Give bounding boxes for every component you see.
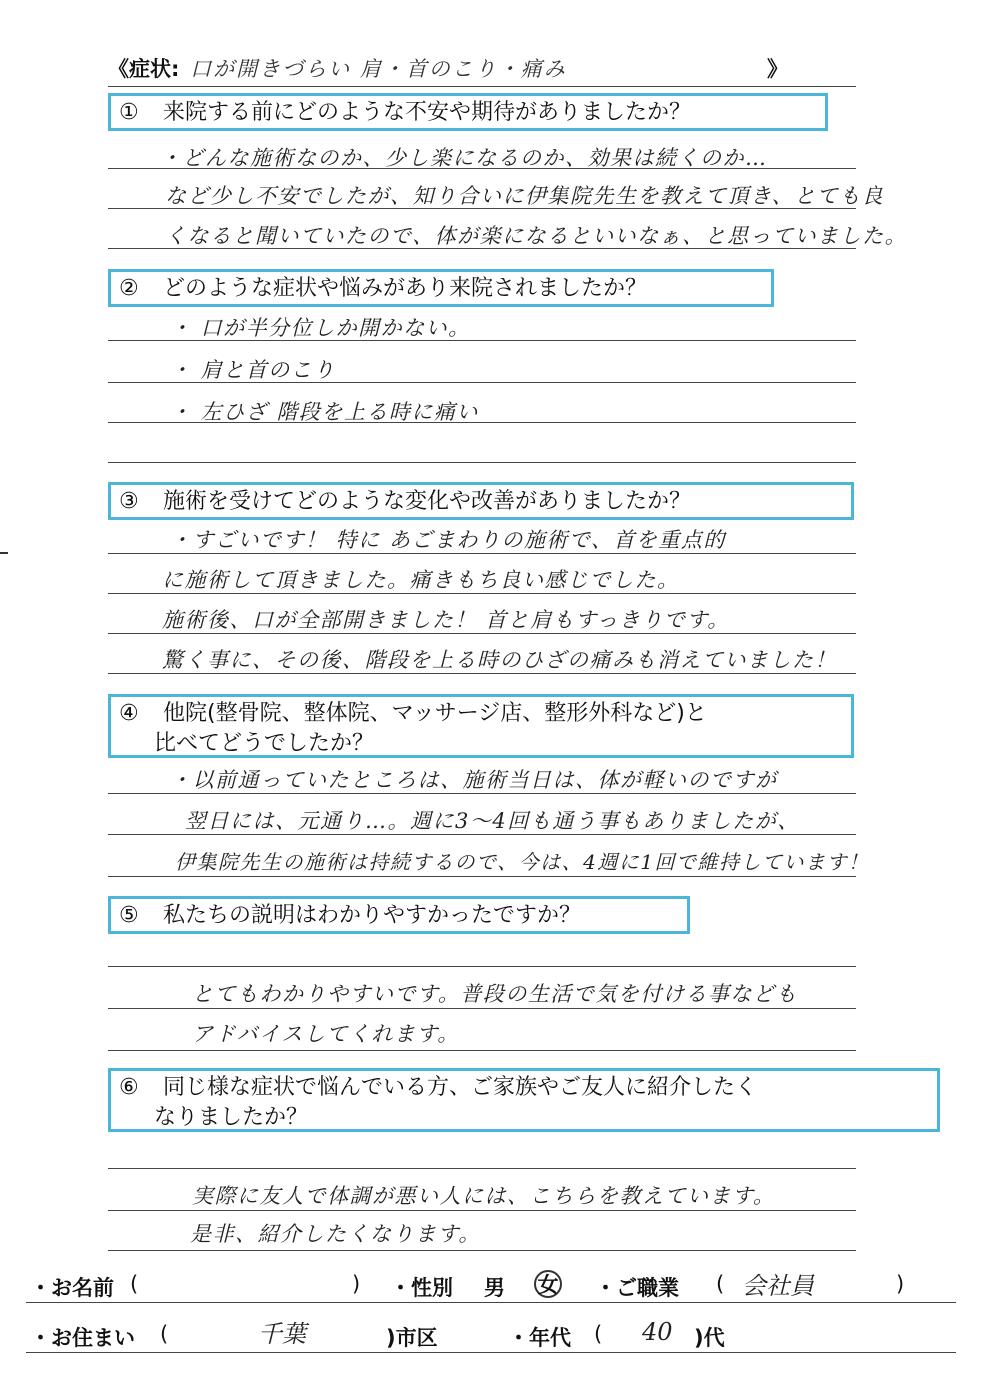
question-3-box <box>108 482 854 520</box>
answer-rule <box>108 340 856 341</box>
question-text: 私たちの説明はわかりやすかったですか？ <box>163 903 582 928</box>
answer-line: くなると聞いていたので、体が楽になるといいなぁ、と思っていました。 <box>165 224 908 248</box>
answer-line: とてもわかりやすいです。普段の生活で気を付ける事なども <box>192 982 798 1006</box>
question-number: ⑤ <box>119 903 139 928</box>
job-open-paren: ( <box>716 1272 725 1296</box>
edge-mark <box>0 552 8 554</box>
answer-line: ・ 左ひざ 階段を上る時に痛い <box>170 400 479 424</box>
answer-rule <box>108 633 856 634</box>
answer-rule <box>108 422 856 423</box>
question-text: どのような症状や悩みがあり来院されましたか？ <box>163 276 648 301</box>
job-close-paren: ) <box>896 1272 905 1296</box>
form-underline <box>26 1352 956 1353</box>
answer-rule <box>108 553 856 554</box>
question-text-continued: 比べてどうでしたか？ <box>154 731 375 756</box>
symptom-line <box>108 52 788 86</box>
name-close-paren: ) <box>352 1272 361 1296</box>
answer-line: 施術後、口が全部開きました！ 首と肩もすっきりです。 <box>162 608 730 632</box>
question-text: 同じ様な症状で悩んでいる方、ご家族やご友人に紹介したく <box>163 1075 758 1100</box>
answer-rule <box>108 593 856 594</box>
name-label: ・お名前 <box>30 1276 114 1300</box>
address-value: 千葉 <box>258 1320 306 1348</box>
answer-rule <box>108 673 856 674</box>
answer-line: 驚く事に、その後、階段を上る時のひざの痛みも消えていました！ <box>162 648 837 672</box>
form-row-2 <box>30 1318 930 1354</box>
answer-rule <box>108 382 856 383</box>
answer-line: 是非、紹介したくなります。 <box>190 1222 481 1246</box>
symptom-value: 口が開きづらい 肩・首のこり・痛み <box>190 57 567 81</box>
job-label: ・ご職業 <box>595 1276 679 1300</box>
question-text: 来院する前にどのような不安や期待がありましたか？ <box>163 100 692 125</box>
answer-rule <box>108 248 856 249</box>
answer-rule <box>108 1050 856 1051</box>
answer-line: ・どんな施術なのか、少し楽になるのか、効果は続くのか… <box>160 146 768 170</box>
question-number: ③ <box>119 489 139 514</box>
answer-line: 翌日には、元通り…。週に3〜4回も通う事もありましたが、 <box>185 809 800 833</box>
answer-rule <box>108 208 856 209</box>
form-row-1 <box>30 1272 930 1304</box>
question-text: 施術を受けてどのような変化や改善がありましたか？ <box>163 489 692 514</box>
name-open-paren: ( <box>130 1272 139 1296</box>
answer-line: に施術して頂きました。痛きもち良い感じでした。 <box>162 568 680 592</box>
answer-rule <box>108 876 856 877</box>
answer-rule <box>108 1250 856 1251</box>
answer-line: ・ 口が半分位しか開かない。 <box>170 316 471 340</box>
answer-line: ・ 肩と首のこり <box>170 358 336 382</box>
symptom-label: 《症状: <box>108 57 180 81</box>
form-underline <box>26 1302 956 1303</box>
question-4-box <box>108 694 854 758</box>
symptom-underline <box>108 86 856 87</box>
age-close-suffix: )代 <box>694 1326 725 1350</box>
answer-rule <box>108 1210 856 1211</box>
age-value: 40 <box>642 1318 673 1346</box>
answer-line: アドバイスしてくれます。 <box>192 1022 460 1046</box>
answer-line: 伊集院先生の施術は持続するので、今は、4週に1回で維持しています！ <box>175 850 870 874</box>
question-1-box <box>108 93 828 131</box>
answer-rule <box>108 966 856 967</box>
answer-rule <box>108 168 856 169</box>
question-number: ② <box>119 276 139 301</box>
address-close-suffix: )市区 <box>386 1326 438 1350</box>
question-6-box <box>108 1068 940 1132</box>
age-open-paren: ( <box>594 1322 603 1346</box>
address-open-paren: ( <box>160 1322 169 1346</box>
answer-rule <box>108 462 856 463</box>
answer-rule <box>108 793 856 794</box>
question-text: 他院(整骨院、整体院、マッサージ店、整形外科など)と <box>163 701 707 726</box>
question-number: ④ <box>119 701 139 726</box>
sex-label: ・性別 <box>390 1276 453 1300</box>
age-label: ・年代 <box>508 1326 571 1350</box>
address-label: ・お住まい <box>30 1326 135 1350</box>
question-text-continued: なりましたか？ <box>154 1105 309 1130</box>
sex-female: 女 <box>534 1270 562 1298</box>
answer-rule <box>108 1168 856 1169</box>
answer-line: ・すごいです！ 特に あごまわりの施術で、首を重点的 <box>170 528 726 552</box>
answer-line: ・以前通っていたところは、施術当日は、体が軽いのですが <box>170 768 778 792</box>
answer-line: など少し不安でしたが、知り合いに伊集院先生を教えて頂き、とても良 <box>165 184 885 208</box>
question-number: ① <box>119 100 139 125</box>
symptom-close-bracket: 》 <box>767 57 788 81</box>
question-2-box <box>108 269 774 307</box>
answer-line: 実際に友人で体調が悪い人には、こちらを教えています。 <box>192 1184 776 1208</box>
answer-rule <box>108 1008 856 1009</box>
job-value: 会社員 <box>742 1272 814 1300</box>
question-number: ⑥ <box>119 1075 139 1100</box>
answer-rule <box>108 834 856 835</box>
sex-female-selected <box>534 1270 562 1298</box>
question-5-box <box>108 896 690 934</box>
sex-male: 男 <box>484 1276 505 1300</box>
